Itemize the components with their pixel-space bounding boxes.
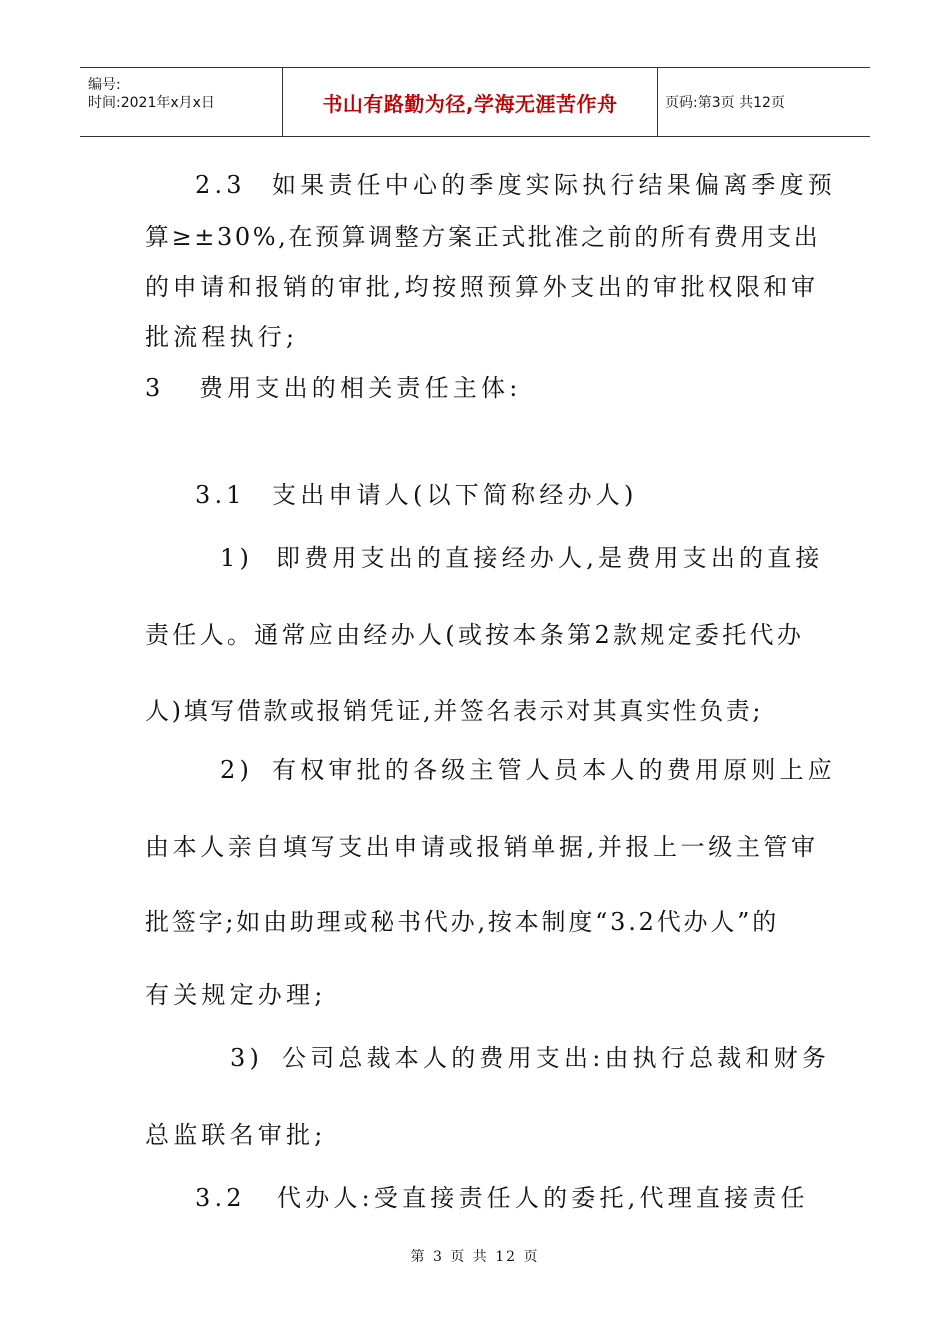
para-2-3-line-1 xyxy=(195,170,836,200)
item-1-line-1 xyxy=(220,543,824,573)
item-2-line-3: 批签字;如由助理或秘书代办,按本制度“3.2代办人”的 xyxy=(145,908,780,936)
paragraph-text: 即费用支出的直接经办人,是费用支出的直接 xyxy=(276,544,824,572)
document-number-label: 编号: xyxy=(88,77,121,93)
header-motto-cell xyxy=(282,68,658,136)
paragraph-text: 有权审批的各级主管人员本人的费用原则上应 xyxy=(272,756,836,784)
section-number: 2.3 xyxy=(195,171,246,199)
item-number: 1) xyxy=(220,544,254,572)
paragraph-text: 如果责任中心的季度实际执行结果偏离季度预 xyxy=(272,171,836,199)
item-1-line-2: 责任人。通常应由经办人(或按本条第2款规定委托代办 xyxy=(145,621,805,649)
item-2-line-4: 有关规定办理; xyxy=(145,981,327,1009)
item-number: 3) xyxy=(230,1044,264,1072)
header-meta-cell xyxy=(80,68,282,136)
document-time-label: 时间:2021年x月x日 xyxy=(88,95,215,111)
para-2-3-line-2: 算≥±30%,在预算调整方案正式批准之前的所有费用支出 xyxy=(145,223,821,251)
header-page-info: 页码:第3页 共12页 xyxy=(665,95,785,111)
paragraph-text: 代办人:受直接责任人的委托,代理直接责任 xyxy=(277,1184,809,1212)
section-number: 3.2 xyxy=(195,1184,246,1212)
section-title: 支出申请人(以下简称经办人) xyxy=(272,481,638,509)
section-3-1-heading xyxy=(195,480,638,510)
page-footer: 第 3 页 共 12 页 xyxy=(410,1249,540,1265)
section-number: 3.1 xyxy=(195,481,246,509)
section-3-heading xyxy=(145,373,522,403)
item-2-line-1 xyxy=(220,755,836,785)
header-motto: 书山有路勤为径,学海无涯苦作舟 xyxy=(322,91,618,116)
section-title: 费用支出的相关责任主体: xyxy=(199,374,522,402)
item-number: 2) xyxy=(220,756,254,784)
section-3-2-line-1 xyxy=(195,1183,809,1213)
para-2-3-line-4: 批流程执行; xyxy=(145,323,299,351)
item-3-line-2: 总监联名审批; xyxy=(145,1121,327,1149)
section-number: 3 xyxy=(145,374,165,402)
para-2-3-line-3: 的申请和报销的审批,均按照预算外支出的审批权限和审 xyxy=(145,273,819,301)
item-3-line-1 xyxy=(230,1043,830,1073)
item-2-line-2: 由本人亲自填写支出申请或报销单据,并报上一级主管审 xyxy=(145,833,819,861)
item-1-line-3: 人)填写借款或报销凭证,并签名表示对其真实性负责; xyxy=(145,697,764,725)
paragraph-text: 公司总裁本人的费用支出:由执行总裁和财务 xyxy=(282,1044,831,1072)
page-header xyxy=(80,67,870,137)
header-page-cell xyxy=(657,68,870,136)
